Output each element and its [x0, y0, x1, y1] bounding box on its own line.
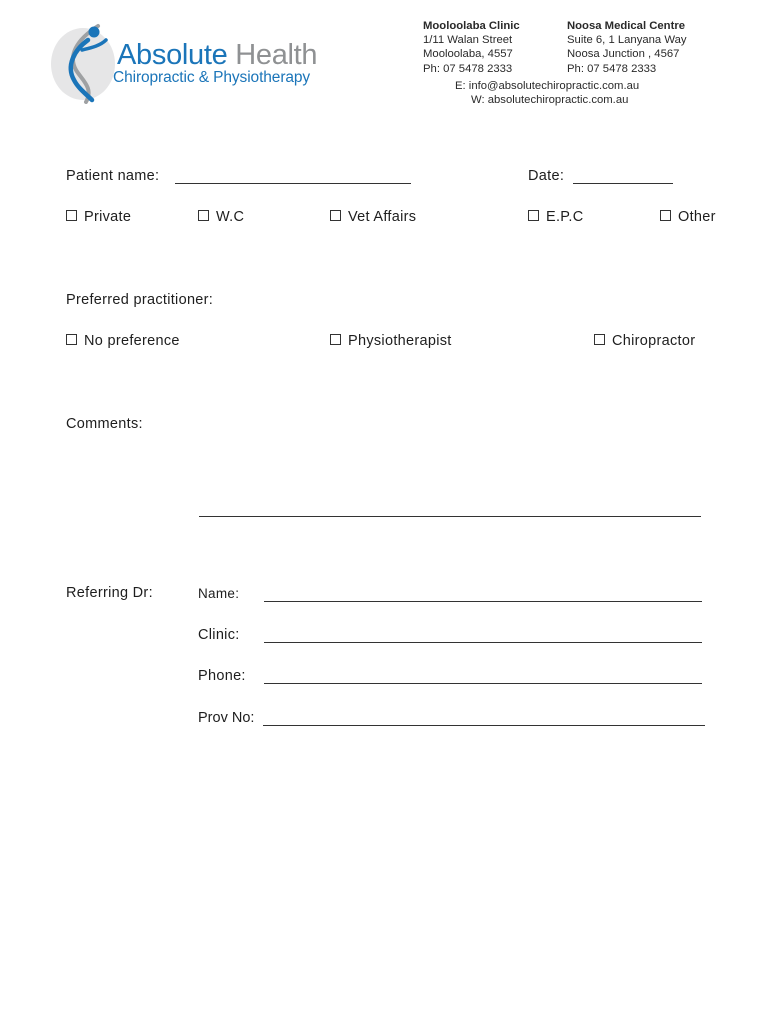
patient-name-label: Patient name:: [66, 168, 160, 184]
clinic-address-line1: Suite 6, 1 Lanyana Way: [567, 34, 687, 47]
checkbox-icon: [66, 334, 77, 345]
logo-title-part1: Absolute: [117, 39, 228, 71]
checkbox-private[interactable]: [66, 208, 131, 226]
checkbox-physiotherapist[interactable]: [330, 332, 452, 350]
checkbox-icon: [660, 210, 671, 221]
checkbox-icon: [594, 334, 605, 345]
checkbox-other[interactable]: [660, 208, 716, 226]
checkbox-label: Vet Affairs: [348, 209, 417, 225]
comments-field[interactable]: [199, 440, 701, 517]
checkbox-icon: [198, 210, 209, 221]
checkbox-vet-affairs[interactable]: [330, 208, 416, 226]
patient-name-field[interactable]: [175, 167, 411, 184]
clinic-noosa: [567, 19, 687, 76]
practitioner-label: Preferred practitioner:: [66, 292, 214, 308]
contact-email: E: info@absolutechiropractic.com.au: [455, 80, 640, 92]
clinic-address-line2: Mooloolaba, 4557: [423, 48, 513, 61]
referring-clinic-label: Clinic:: [198, 627, 240, 643]
referring-name-label: Name:: [198, 586, 240, 601]
referring-phone-field[interactable]: [264, 667, 702, 684]
date-field[interactable]: [573, 167, 673, 184]
checkbox-chiropractor[interactable]: [594, 332, 695, 350]
checkbox-icon: [330, 210, 341, 221]
clinic-name: Noosa Medical Centre: [567, 20, 686, 32]
contact-website: W: absolutechiropractic.com.au: [471, 94, 629, 106]
comments-label: Comments:: [66, 416, 143, 432]
checkbox-label: W.C: [216, 209, 245, 225]
logo-graphic: [46, 18, 126, 109]
checkbox-label: Other: [678, 209, 716, 225]
checkbox-icon: [330, 334, 341, 345]
referring-prov-no-field[interactable]: [263, 709, 705, 726]
referring-clinic-field[interactable]: [264, 626, 702, 643]
logo-title-part2: Health: [235, 39, 318, 71]
logo-subtitle: Chiropractic & Physiotherapy: [113, 69, 311, 86]
clinic-address-line2: Noosa Junction , 4567: [567, 48, 680, 61]
referring-name-field[interactable]: [264, 585, 702, 602]
checkbox-epc[interactable]: [528, 208, 584, 226]
checkbox-no-preference[interactable]: [66, 332, 180, 350]
clinic-name: Mooloolaba Clinic: [423, 20, 520, 32]
clinic-phone: Ph: 07 5478 2333: [423, 62, 513, 75]
checkbox-label: Private: [84, 209, 132, 225]
checkbox-label: Chiropractor: [612, 333, 696, 349]
checkbox-label: E.P.C: [546, 209, 584, 225]
checkbox-label: Physiotherapist: [348, 333, 452, 349]
referring-prov-no-label: Prov No:: [198, 710, 255, 726]
referring-dr-label: Referring Dr:: [66, 585, 153, 601]
checkbox-icon: [528, 210, 539, 221]
clinic-address-line1: 1/11 Walan Street: [423, 34, 513, 47]
clinic-mooloolaba: [423, 19, 520, 76]
clinic-phone: Ph: 07 5478 2333: [567, 62, 657, 75]
checkbox-wc[interactable]: [198, 208, 244, 226]
checkbox-label: No preference: [84, 333, 180, 349]
referring-phone-label: Phone:: [198, 668, 246, 684]
date-label: Date:: [528, 168, 565, 184]
checkbox-icon: [66, 210, 77, 221]
logo-title: [117, 39, 317, 71]
